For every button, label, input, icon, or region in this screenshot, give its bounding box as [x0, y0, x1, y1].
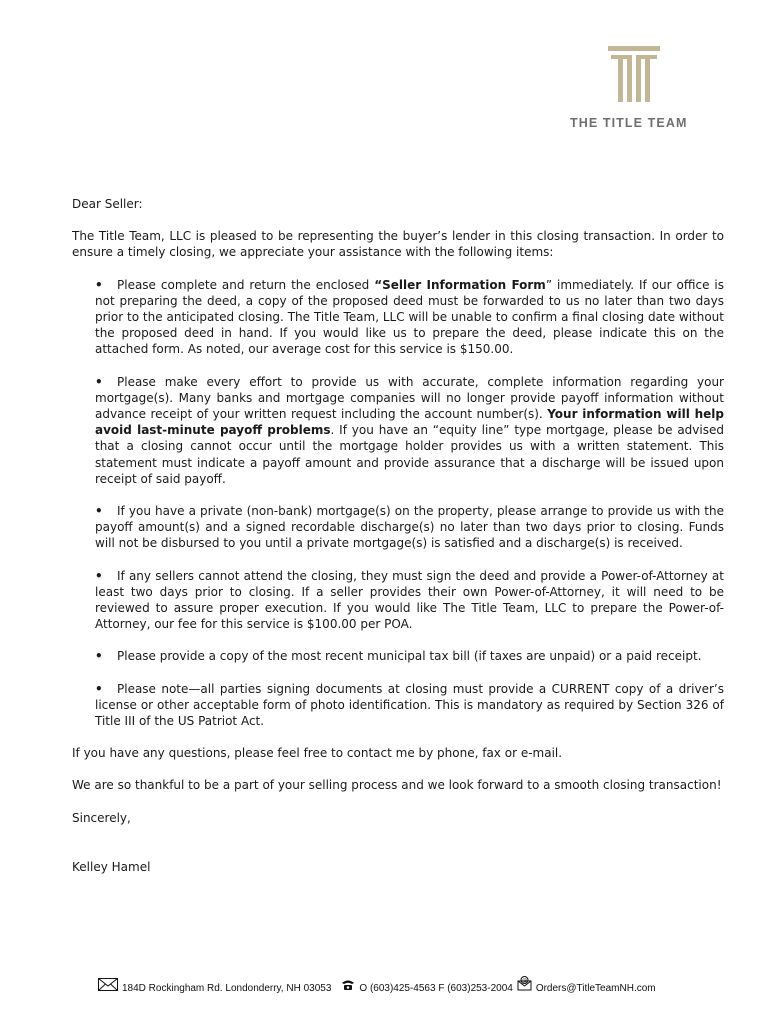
telephone-icon	[341, 979, 355, 994]
greeting: Dear Seller:	[72, 197, 143, 211]
intro-paragraph: The Title Team, LLC is pleased to be representing the buyer’s lender in this closing transaction. In order to ensure a timely closing, we appreciate your assistance with the following items:	[72, 229, 724, 260]
footer-contact	[98, 976, 656, 994]
title-team-logo-mark	[608, 46, 660, 102]
envelope-icon	[98, 978, 118, 994]
signature-name: Kelley Hamel	[72, 859, 151, 874]
item-text: Please complete and return the enclosed	[117, 277, 375, 292]
bullet-icon: •	[95, 681, 103, 696]
company-logo	[570, 46, 696, 130]
bullet-icon: •	[95, 649, 103, 664]
questions-paragraph: If you have any questions, please feel free to contact me by phone, fax or e-mail.	[72, 746, 563, 761]
list-item	[95, 503, 724, 552]
bullet-icon: •	[95, 374, 103, 389]
svg-text:@: @	[522, 978, 528, 984]
bullet-icon: •	[95, 504, 103, 519]
item-text: Please provide a copy of the most recent municipal tax bill (if taxes are unpaid) or a paid receipt.	[117, 649, 702, 664]
item-text: If you have a private (non-bank) mortgage(s) on the property, please arrange to provide us with the payoff amount(s) and a signed recordable discharge(s) no later than two days prior to closing. Funds will not be disbursed to you until a private mortgage(s) is satisfied and a discharge(s) is received.	[95, 504, 724, 551]
footer-phone: O (603)425-4563 F (603)253-2004	[359, 983, 513, 994]
item-text-continued: ” immediately. If our office is not preparing the deed, a copy of the proposed deed must be forwarded to us no later than two days prior to the anticipated closing. The Title Team, LLC will be unable to confirm a final closing date without the proposed deed in hand. If you would like us to prepare the deed, please indicate this on the attached form. As noted, our average cost for this service is $150.00.	[95, 277, 725, 357]
item-bold-text: “Seller Information Form	[374, 277, 546, 292]
logo-text: THE TITLE TEAM	[570, 116, 688, 130]
list-item	[95, 681, 724, 730]
closing: Sincerely,	[72, 810, 131, 825]
letter-body	[72, 196, 724, 891]
footer-email[interactable]: Orders@TitleTeamNH.com	[535, 983, 656, 994]
list-item	[95, 648, 724, 664]
item-text-continued: . If you have an “equity line” type mortgage, please be advised that a closing cannot occur until the mortgage holder provides us with a written statement. This statement must indicate a payoff amount and provide assurance that a discharge will be issued upon receipt of said payoff.	[95, 423, 724, 486]
item-bold-text: Your information will help avoid last-minute payoff problems	[95, 407, 725, 438]
bullet-icon: •	[95, 277, 103, 292]
bullet-icon: •	[95, 568, 103, 583]
item-text: If any sellers cannot attend the closing, they must sign the deed and provide a Power-of-Attorney at least two days prior to closing. If a seller provides their own Power-of-Attorney, it will need to be reviewed to assure proper execution. If you would like The Title Team, LLC to prepare the Power-of-Attorney, our fee for this service is $100.00 per POA.	[95, 568, 724, 632]
request-list	[72, 277, 724, 730]
list-item	[95, 374, 724, 487]
thanks-paragraph: We are so thankful to be a part of your selling process and we look forward to a smooth closing transaction!	[72, 778, 722, 793]
list-item	[95, 568, 724, 633]
list-item	[95, 277, 724, 358]
item-text: Please make every effort to provide us with accurate, complete information regarding your mortgage(s). Many banks and mortgage companies will no longer provide payoff information without advance receipt of your written request including the account number(s).	[95, 374, 724, 422]
item-text: Please note—all parties signing documents at closing must provide a CURRENT copy of a driver’s license or other acceptable form of photo identification. This is mandatory as required by Section 326 of Title III of the US Patriot Act.	[95, 681, 724, 729]
email-icon	[517, 976, 532, 994]
footer-address: 184D Rockingham Rd. Londonderry, NH 03053	[122, 983, 332, 994]
